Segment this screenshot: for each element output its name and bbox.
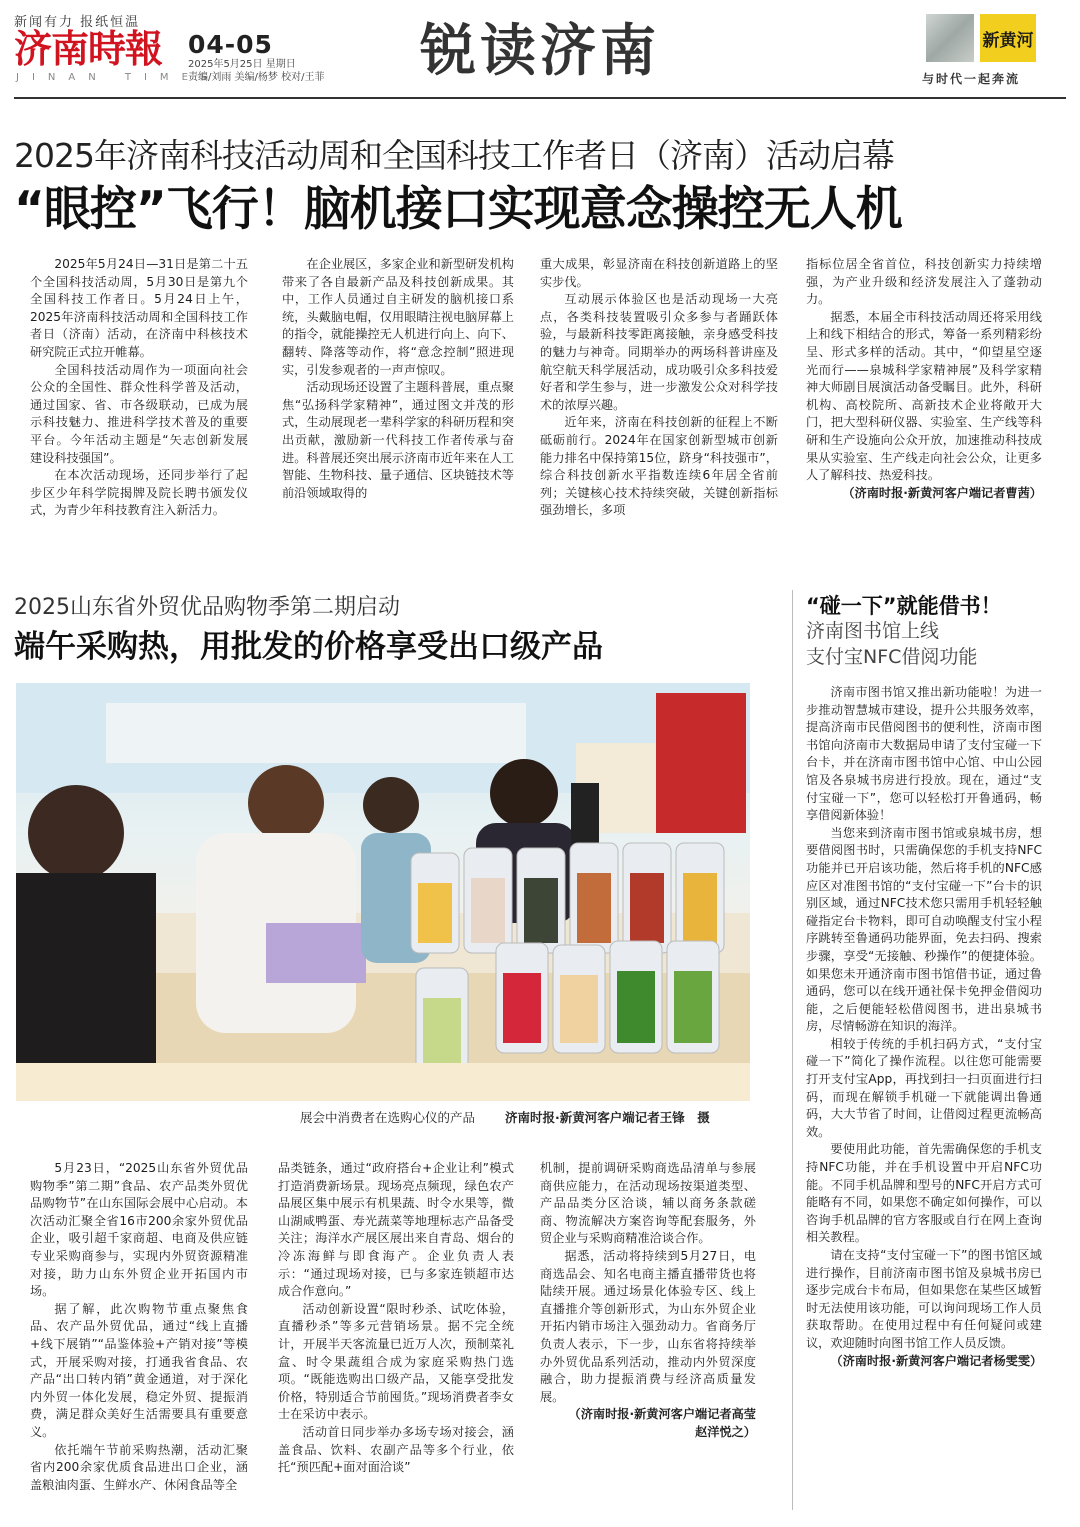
newspaper-logo-latin: JINAN TIMES: [16, 72, 221, 83]
article1-column-4: [806, 256, 1042, 556]
paragraph: 据了解，此次购物节重点聚焦食品、农产品外贸优品，通过“线上直播+线下展销”“品鉴体验+产销对接”等模式，开展采购对接，打通我省食品、农产品“出口转内销”黄金通道，对于深化内外贸一体化发展，稳定外贸、提振消费，满足群众美好生活需要具有重要意义。: [30, 1301, 248, 1439]
paragraph: 活动首日同步举办多场专场对接会，涵盖食品、饮料、农副产品等多个行业，依托“预匹配+面对面洽谈”: [278, 1424, 514, 1475]
article2-kicker: 2025山东省外贸优品购物季第二期启动: [14, 595, 400, 620]
masthead-slogan: 新闻有力 报纸恒温: [14, 15, 141, 30]
paragraph: 机制，提前调研采购商选品清单与参展商供应能力，在活动现场按渠道类型、产品品类分区洽谈，辅以商务条款磋商、物流解决方案咨询等配套服务，外贸企业与采购商精准洽谈合作。: [540, 1161, 756, 1246]
sidebar-divider: [792, 590, 793, 1510]
article2-column-1: [30, 1160, 248, 1515]
article1-kicker: 2025年济南科技活动周和全国科技工作者日（济南）活动启幕: [14, 136, 894, 175]
article1-column-1: [30, 256, 261, 556]
expo-shopping-photo: [16, 683, 750, 1101]
page-number: 04-05: [188, 30, 273, 59]
issue-date: 2025年5月25日 星期日: [188, 59, 296, 70]
article3-subhead-line1: 济南图书馆上线: [806, 620, 940, 642]
article3-subhead: [806, 618, 977, 670]
paragraph: 全国科技活动周作为一项面向社会公众的全国性、群众性科学普及活动，通过国家、省、市各级联动，已成为展示科技魅力、推进科学技术普及的重要平台。今年活动主题是“矢志创新发展 建设科技强国”。: [30, 362, 261, 465]
paragraph: 当您来到济南市图书馆或泉城书房，想要借阅图书时，只需确保您的手机支持NFC功能并已开启该功能，然后将手机的NFC感应区对准图书馆的“支付宝碰一下”台卡的识别区域，通过NFC技术您只需用手机轻轻触碰指定台卡物料，即可自动唤醒支付宝小程序跳转至鲁通码功能界面，免去扫码、搜索步骤，享受“无接触、秒操作”的便捷体验。如果您未开通济南市图书馆借书证，通过鲁通码，您可以在线开通社保卡免押金借阅功能，之后便能轻松借阅图书，进出泉城书房，尽情畅游在知识的海洋。: [806, 825, 1042, 1034]
photo-illustration: [16, 683, 750, 1101]
article1-column-3: [540, 256, 778, 556]
partner-logo: 新黄河: [980, 14, 1036, 62]
paragraph: 在本次活动现场，还同步举行了起步区少年科学院揭牌及院长聘书颁发仪式，为青少年科技教育注入新活力。: [30, 468, 248, 518]
article2-headline: 端午采购热，用批发的价格享受出口级产品: [14, 629, 603, 665]
paragraph: 相较于传统的手机扫码方式，“支付宝碰一下”简化了操作流程。以往您可能需要打开支付宝App，再找到扫一扫页面进行扫码，而现在解锁手机碰一下就能调出鲁通码，大大节省了时间，让借阅过程更流畅高效。: [806, 1036, 1042, 1139]
paragraph: 活动现场还设置了主题科普展，重点聚焦“弘扬科学家精神”，通过图文并茂的形式，生动展现老一辈科学家的科研历程和突出贡献，激励新一代科技工作者传承与奋进。科普展还突出展示济南市近年来在人工智能、生物科技、量子通信、区块链技术等前沿领域取得的: [282, 380, 514, 500]
issue-meta: [188, 58, 324, 84]
masthead-rule: [14, 97, 1066, 99]
paragraph: 活动创新设置“限时秒杀、试吃体验，直播秒杀”等多元营销场景。据不完全统计，开展半天客流量已近万人次，预制菜礼盒、时令果蔬组合成为家庭采购热门选项。“既能选购出口级产品，又能享受批发价格，特别适合节前囤货。”现场消费者李女士在采访中表示。: [278, 1301, 514, 1422]
paragraph: 重大成果，彰显济南在科技创新道路上的坚实步伐。: [540, 257, 778, 289]
paragraph: 据悉，活动将持续到5月27日，电商选品会、知名电商主播直播带货也将陆续开展。通过场景化体验专区、线上直播推介等创新形式，为山东外贸企业开拓内销市场注入强劲动力。省商务厅负责人表示，下一步，山东省将持续举办外贸优品系列活动，推动内外贸深度融合，助力提振消费与经济高质量发展。: [540, 1248, 756, 1404]
article2-column-2: [278, 1160, 514, 1515]
paragraph: 2025年5月24日—31日是第二十五个全国科技活动周，5月30日是第九个全国科技工作者日。5月24日上午，2025年济南科技活动周和全国科技工作者日（济南）活动，在济南中科核技术研究院正式拉开帷幕。: [30, 257, 248, 359]
column-title: 锐读济南: [420, 19, 660, 84]
paragraph: 要使用此功能，首先需确保您的手机支持NFC功能，并在手机设置中开启NFC功能。不同手机品牌和型号的NFC开启方式可能略有不同，如果您不确定如何操作，可以咨询手机品牌的官方客服或自行在网上查询相关教程。: [806, 1142, 1042, 1245]
blurred-qr-code: [926, 14, 974, 62]
editor-credits: 责编/刘雨 美编/杨梦 校对/王菲: [188, 72, 325, 83]
newspaper-logo: 济南時報: [14, 26, 163, 71]
paragraph: 5月23日，“2025山东省外贸优品购物季”第二期”食品、农产品类外贸优品购物节”在山东国际会展中心启动。本次活动汇聚全省16市200余家外贸优品企业，吸引超千家商超、电商及供应链专业采购商参与，实现内外贸资源精准对接，助力山东外贸企业开拓国内市场。: [30, 1161, 248, 1299]
article3-credit: （济南时报·新黄河客户端记者杨雯雯）: [830, 1353, 1043, 1368]
paragraph: 依托端午节前采购热潮，活动汇聚省内200余家优质食品进出口企业，涵盖粮油肉蛋、生鲜水产、休闲食品等全: [30, 1442, 248, 1492]
article1-column-2: [282, 256, 514, 556]
photo-caption: [300, 1108, 710, 1126]
paragraph: 指标位居全省首位，科技创新实力持续增强，为产业升级和经济发展注入了蓬勃动力。: [806, 257, 1042, 307]
paragraph: 济南市图书馆又推出新功能啦！为进一步推动智慧城市建设，提升公共服务效率，提高济南市民借阅图书的便利性，济南市图书馆向济南市大数据局申请了支付宝碰一下台卡，并在济南市图书馆中心馆、中山公园馆及各泉城书房进行投放。现在，通过“支付宝碰一下”，您可以轻松打开鲁通码，畅享借阅新体验！: [806, 685, 1042, 823]
article3-headline: “碰一下”就能借书！: [806, 594, 1002, 618]
paragraph: 据悉，本届全市科技活动周还将采用线上和线下相结合的形式，筹备一系列精彩纷呈、形式多样的活动。其中，“仰望星空逐光而行——泉城科学家精神展”及科学家精神大师剧目展演活动备受瞩目。此外，科研机构、高校院所、高新技术企业将敞开大门，把大型科研仪器、实验室、生产线等科研和生产设施向公众开放，加速推动科技成果从实验室、生产线走向社会公众，让更多人了解科技、热爱科技。: [806, 309, 1042, 483]
photo-caption-text: 展会中消费者在选购心仪的产品: [300, 1110, 476, 1125]
article3-subhead-line2: 支付宝NFC借阅功能: [806, 646, 978, 668]
paragraph: 请在支持“支付宝碰一下”的图书馆区域进行操作，目前济南市图书馆及泉城书房已逐步完成台卡布局，但如果您在某些区域暂时无法使用该功能，可以询问现场工作人员获取帮助。在使用过程中有任何疑问或建议，欢迎随时向图书馆工作人员反馈。: [806, 1248, 1042, 1350]
article2-credit: （济南时报·新黄河客户端记者高莹 赵洋悦之）: [568, 1407, 769, 1439]
paragraph: 互动展示体验区也是活动现场一大亮点，各类科技装置吸引众多参与者踊跃体验，与最新科技零距离接触，亲身感受科技的魅力与神奇。同期举办的两场科普讲座及航空航天科学展活动，成功吸引众多科技爱好者和学生参与，进一步激发公众对科学技术的浓厚兴趣。: [540, 292, 778, 412]
article3-body: [806, 684, 1042, 1520]
article1-credit: （济南时报·新黄河客户端记者曹茜）: [842, 485, 1042, 500]
partner-tagline: 与时代一起奔流: [922, 72, 1021, 86]
article2-column-3: [540, 1160, 769, 1515]
paragraph: 近年来，济南在科技创新的征程上不断砥砺前行。2024年在国家创新型城市创新能力排名中保持第15位，跻身“科技强市”，综合科技创新水平指数连续6年居全省前列；关键核心技术持续突破，关键创新指标强劲增长，多项: [540, 415, 778, 518]
paragraph: 在企业展区，多家企业和新型研发机构带来了各自最新产品及科技创新成果。其中，工作人员通过自主研发的脑机接口系统，头戴脑电帽，仅用眼睛注视电脑屏幕上的指令，就能操控无人机进行向上、向下、翻转、降落等动作，将“意念控制”照进现实，引发参观者的一声声惊叹。: [282, 257, 514, 377]
article1-headline: “眼控”飞行！脑机接口实现意念操控无人机: [14, 182, 902, 237]
photo-credit: 济南时报·新黄河客户端记者王锋 摄: [505, 1110, 710, 1125]
paragraph: 品类链条，通过“政府搭台+企业让利”模式打造消费新场景。现场亮点频现，绿色农产品展区集中展示有机果蔬、时令水果等，微山湖咸鸭蛋、寿光蔬菜等地理标志产品备受关注；海洋水产展区展出来自青岛、烟台的冷冻海鲜与即食海产。企业负责人表示：“通过现场对接，已与多家连锁超市达成合作意向。”: [278, 1161, 514, 1299]
